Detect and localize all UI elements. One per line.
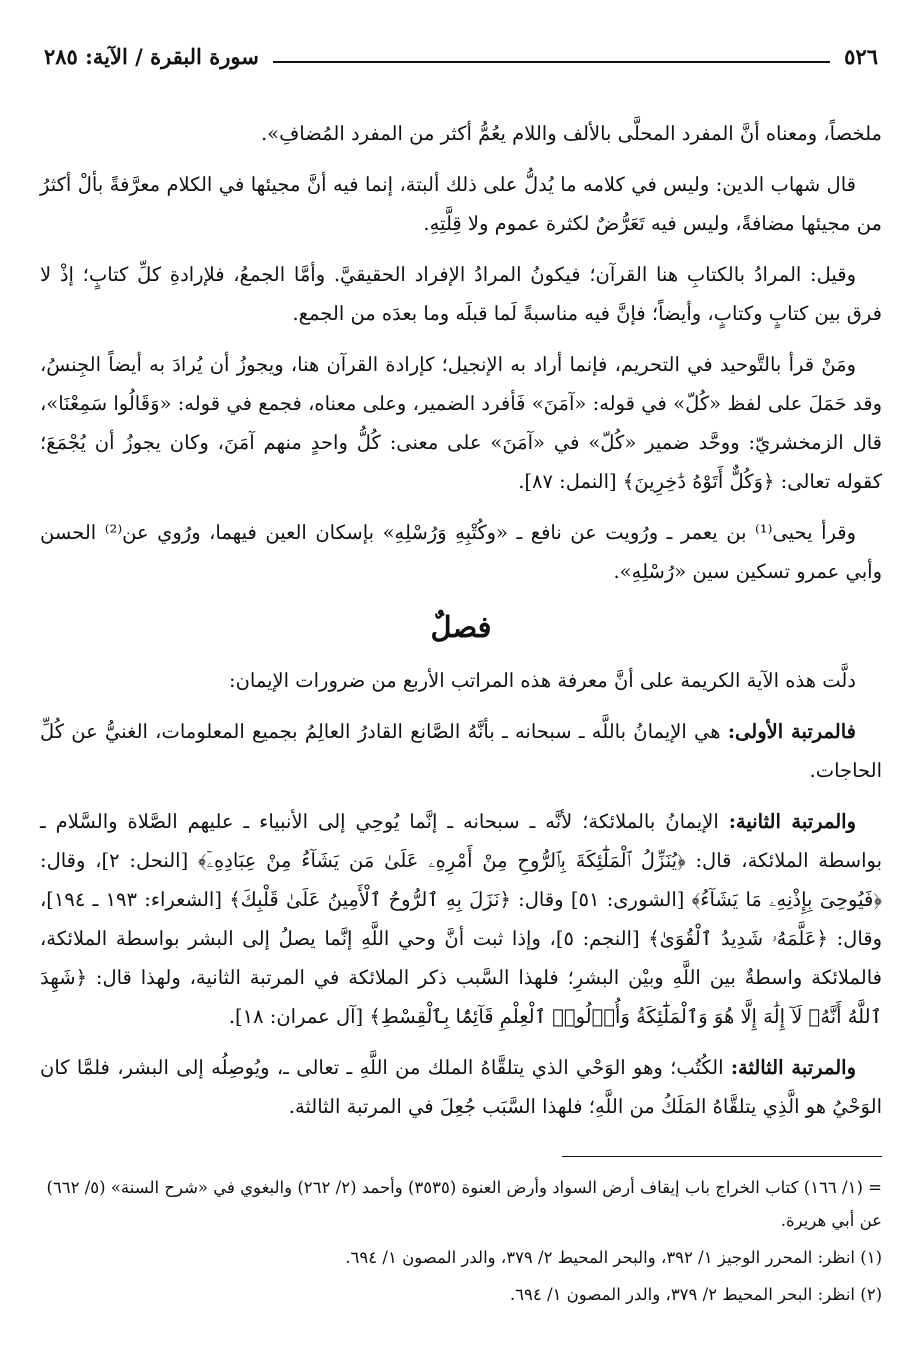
- rank-paragraph: [40, 1048, 882, 1126]
- rank-text: الإيمانُ بالملائكة؛ لأنَّه ـ سبحانه ـ إنَّما يُوحِي إلى الأنبياء ـ عليهم الصَّلاة والسَّلام ـ بواسطة الملائكة، قال: ﴿يُنَزِّلُ ٱلْمَلَٰٓئِكَةَ بِٱلرُّوحِ مِنْ أَمْرِهِۦ عَلَىٰ مَن يَشَآءُ مِنْ عِبَادِهِۦٓ﴾ [النحل: ٢]، وقال: ﴿فَيُوحِىَ بِإِذْنِهِۦ مَا يَشَآءُ﴾ [الشورى: ٥١] وقال: ﴿نَزَلَ بِهِ ٱلرُّوحُ ٱلْأَمِينُ عَلَىٰ قَلْبِكَ﴾ [الشعراء: ١٩٣ ـ ١٩٤]، وقال: ﴿عَلَّمَهُۥ شَدِيدُ ٱلْقُوَىٰ﴾ [النجم: ٥]، وإذا ثبت أنَّ وحي اللَّهِ إنَّما يصلُ إلى البشر بواسطة الملائكة، فالملائكة واسطةٌ بين اللَّهِ وبيْن البشرِ؛ فلهذا السَّبب ذكر الملائكة في المرتبة الثانية، ولهذا قال: ﴿شَهِدَ ٱللَّهُ أَنَّهُۥ لَآ إِلَٰهَ إِلَّا هُوَ وَٱلْمَلَٰٓئِكَةُ وَأُو۟لُوا۟ ٱلْعِلْمِ قَآئِمًۢا بِٱلْقِسْطِ﴾ [آل عمران: ١٨].: [40, 810, 882, 1028]
- paragraph: [40, 114, 882, 153]
- book-page: [40, 38, 882, 1338]
- rank-text: الكُتُب؛ وهو الوَحْي الذي يتلقَّاهُ الملك من اللَّهِ ـ تعالى ـ، ويُوصِلُه إلى البشر، فلمَّا كان الوَحْيُ هو الَّذِي يتلقَّاهُ المَلَكُ من اللَّهِ؛ فلهذا السَّبَب جُعِلَ في المرتبة الثالثة.: [40, 1056, 882, 1118]
- rank-lead: والمرتبة الثالثة:: [730, 1056, 856, 1079]
- footnote: = (١/ ١٦٦) كتاب الخراج باب إيقاف أرض السواد وأرض العنوة (٣٥٣٥) وأحمد (٢/ ٢٦٢) والبغوي في «شرح السنة» (٥/ ٦٦٢) عن أبي هريرة.: [46, 1178, 882, 1230]
- paragraph: [40, 165, 882, 243]
- surah-verse-title: سورة البقرة / الآية: ٢٨٥: [44, 43, 259, 69]
- main-text: [40, 114, 882, 1126]
- paragraph: [40, 513, 882, 591]
- rank-paragraph: [40, 802, 882, 1036]
- header-rule: [273, 61, 830, 63]
- footnote-divider: [562, 1156, 882, 1157]
- paragraph-text: ملخصاً، ومعناه أنَّ المفرد المحلَّى بالألف واللام يعُمُّ أكثر من المفرد المُضافِ».: [260, 122, 882, 145]
- rank-text: هي الإيمانُ باللَّه ـ سبحانه ـ بأنَّهُ الصَّانع القادرُ العالِمُ بجميع المعلومات، الغنيُّ عن كُلِّ الحاجات.: [40, 720, 882, 782]
- section-intro: [40, 661, 882, 700]
- paragraph: [40, 345, 882, 501]
- running-header: [40, 38, 882, 74]
- page-number: ٥٢٦: [844, 43, 878, 69]
- rank-paragraph: [40, 712, 882, 790]
- footnote: (٢) انظر: البحر المحيط ٢/ ٣٧٩، والدر المصون ١/ ٦٩٤.: [509, 1285, 882, 1304]
- paragraph-text: ومَنْ قرأ بالتَّوحيد في التحريم، فإنما أراد به الإنجيل؛ كإرادة القرآن هنا، ويجوزُ أن يُرادَ به أيضاً الجِنسُ، وقد حَمَلَ على لفظ «كُلّ» في قوله: «آمَنَ» فَأفرد الضمير، وعلى معناه، فجمع في قوله: «وَقَالُوا سَمِعْنَا»، قال الزمخشريّ: ووحَّد ضمير «كُلّ» في «آمَنَ» على معنى: كُلُّ واحدٍ منهم آمَنَ، وكان يجوزُ أن يُجْمَعَ؛ كقوله تعالى: ﴿وَكُلٌّ أَتَوْهُ دَٰخِرِينَ﴾ [النمل: ٨٧].: [40, 353, 882, 493]
- footnote: (١) انظر: المحرر الوجيز ١/ ٣٩٢، والبحر المحيط ٢/ ٣٧٩، والدر المصون ١/ ٦٩٤.: [345, 1248, 882, 1267]
- paragraph-text: وقرأ يحيى⁽¹⁾ بن يعمر ـ ورُويت عن نافع ـ «وكُتْبِهِ وَرُسْلِهِ» بإسكان العين فيهما، ورُوي عن⁽²⁾ الحسن وأبي عمرو تسكين سين «رُسْلِهِ».: [40, 521, 882, 583]
- section-heading: فصلٌ: [430, 610, 492, 644]
- footnotes: [40, 1171, 882, 1311]
- rank-lead: والمرتبة الثانية:: [728, 810, 856, 833]
- paragraph: [40, 255, 882, 333]
- paragraph-text: قال شهاب الدين: وليس في كلامه ما يُدلُّ على ذلك ألبتة، إنما فيه أنَّ مجيئها في الكلام معرَّفةً بألْ أكثرُ من مجيئها مضافةً، وليس فيه تَعَرُّضٌ لكثرة عموم ولا قِلَّتِهِ.: [40, 173, 882, 235]
- paragraph-text: وقيل: المرادُ بالكتابِ هنا القرآن؛ فيكونُ المرادُ الإفراد الحقيقيَّ. وأمَّا الجمعُ، فلإرادةِ كلِّ كتابٍ؛ إذْ لا فرق بين كتابٍ وكتابٍ، وأيضاً؛ فإنَّ فيه مناسبةً لَما قبلَه وما بعدَه من الجمع.: [40, 263, 882, 325]
- section-intro-text: دلَّت هذه الآية الكريمة على أنَّ معرفة هذه المراتب الأربع من ضرورات الإيمان:: [229, 669, 856, 692]
- rank-lead: فالمرتبة الأولى:: [727, 720, 857, 743]
